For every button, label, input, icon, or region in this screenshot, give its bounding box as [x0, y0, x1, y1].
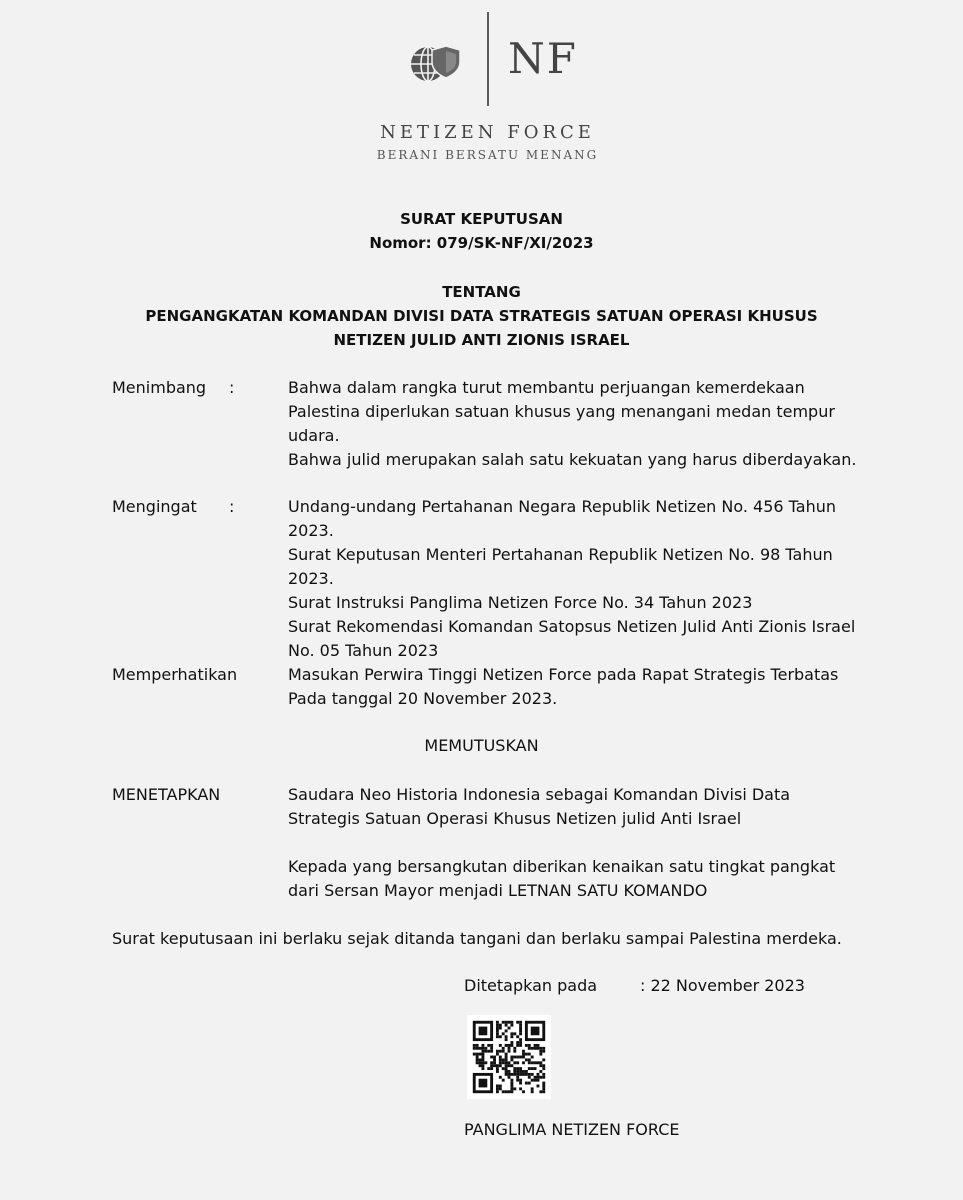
- logo-monogram: NF: [508, 34, 578, 83]
- menetapkan-line: Strategis Satuan Operasi Khusus Netizen julid Anti Israel: [288, 809, 742, 828]
- menimbang-colon: :: [229, 378, 235, 397]
- mengingat-line: Undang-undang Pertahanan Negara Republik Netizen No. 456 Tahun: [288, 497, 837, 516]
- menimbang-label: Menimbang: [112, 378, 207, 397]
- about-heading: TENTANG: [442, 283, 521, 301]
- organization-name: NETIZEN FORCE: [380, 122, 595, 143]
- subject-line-2: NETIZEN JULID ANTI ZIONIS ISRAEL: [333, 331, 630, 349]
- memperhatikan-label: Memperhatikan: [112, 665, 238, 684]
- memutuskan-heading: MEMUTUSKAN: [424, 736, 539, 755]
- subject-line-1: PENGANGKATAN KOMANDAN DIVISI DATA STRATEGIS SATUAN OPERASI KHUSUS: [145, 307, 818, 325]
- signature-date: : 22 November 2023: [640, 976, 805, 995]
- qr-code-icon: [467, 1015, 551, 1099]
- signature-place-label: Ditetapkan pada: [464, 976, 598, 995]
- document-type: SURAT KEPUTUSAN: [400, 210, 563, 228]
- letterhead-logo: [0, 0, 963, 180]
- organization-tagline: BERANI BERSATU MENANG: [376, 148, 599, 162]
- menimbang-line: Bahwa dalam rangka turut membantu perjuangan kemerdekaan: [288, 378, 805, 397]
- menimbang-line: udara.: [288, 426, 340, 445]
- mengingat-line: Surat Keputusan Menteri Pertahanan Republik Netizen No. 98 Tahun: [288, 545, 833, 564]
- menimbang-line: Bahwa julid merupakan salah satu kekuatan yang harus diberdayakan.: [288, 450, 857, 469]
- document-number: Nomor: 079/SK-NF/XI/2023: [369, 234, 594, 252]
- mengingat-label: Mengingat: [112, 497, 197, 516]
- menimbang-line: Palestina diperlukan satuan khusus yang menangani medan tempur: [288, 402, 835, 421]
- memperhatikan-line: Pada tanggal 20 November 2023.: [288, 689, 558, 708]
- signatory-title: PANGLIMA NETIZEN FORCE: [464, 1120, 680, 1139]
- memperhatikan-line: Masukan Perwira Tinggi Netizen Force pada Rapat Strategis Terbatas: [288, 665, 839, 684]
- menetapkan-line: dari Sersan Mayor menjadi LETNAN SATU KOMANDO: [288, 881, 708, 900]
- mengingat-line: No. 05 Tahun 2023: [288, 641, 439, 660]
- mengingat-line: 2023.: [288, 521, 334, 540]
- menetapkan-label: MENETAPKAN: [112, 785, 221, 804]
- mengingat-line: 2023.: [288, 569, 334, 588]
- menetapkan-line: Kepada yang bersangkutan diberikan kenaikan satu tingkat pangkat: [288, 857, 836, 876]
- mengingat-colon: :: [229, 497, 235, 516]
- closing-statement: Surat keputusaan ini berlaku sejak ditanda tangani dan berlaku sampai Palestina merdeka.: [112, 929, 842, 948]
- menetapkan-line: Saudara Neo Historia Indonesia sebagai Komandan Divisi Data: [288, 785, 791, 804]
- logo-divider: [487, 12, 489, 106]
- mengingat-line: Surat Instruksi Panglima Netizen Force No. 34 Tahun 2023: [288, 593, 753, 612]
- mengingat-line: Surat Rekomendasi Komandan Satopsus Netizen Julid Anti Zionis Israel: [288, 617, 856, 636]
- globe-shield-icon: [406, 40, 466, 84]
